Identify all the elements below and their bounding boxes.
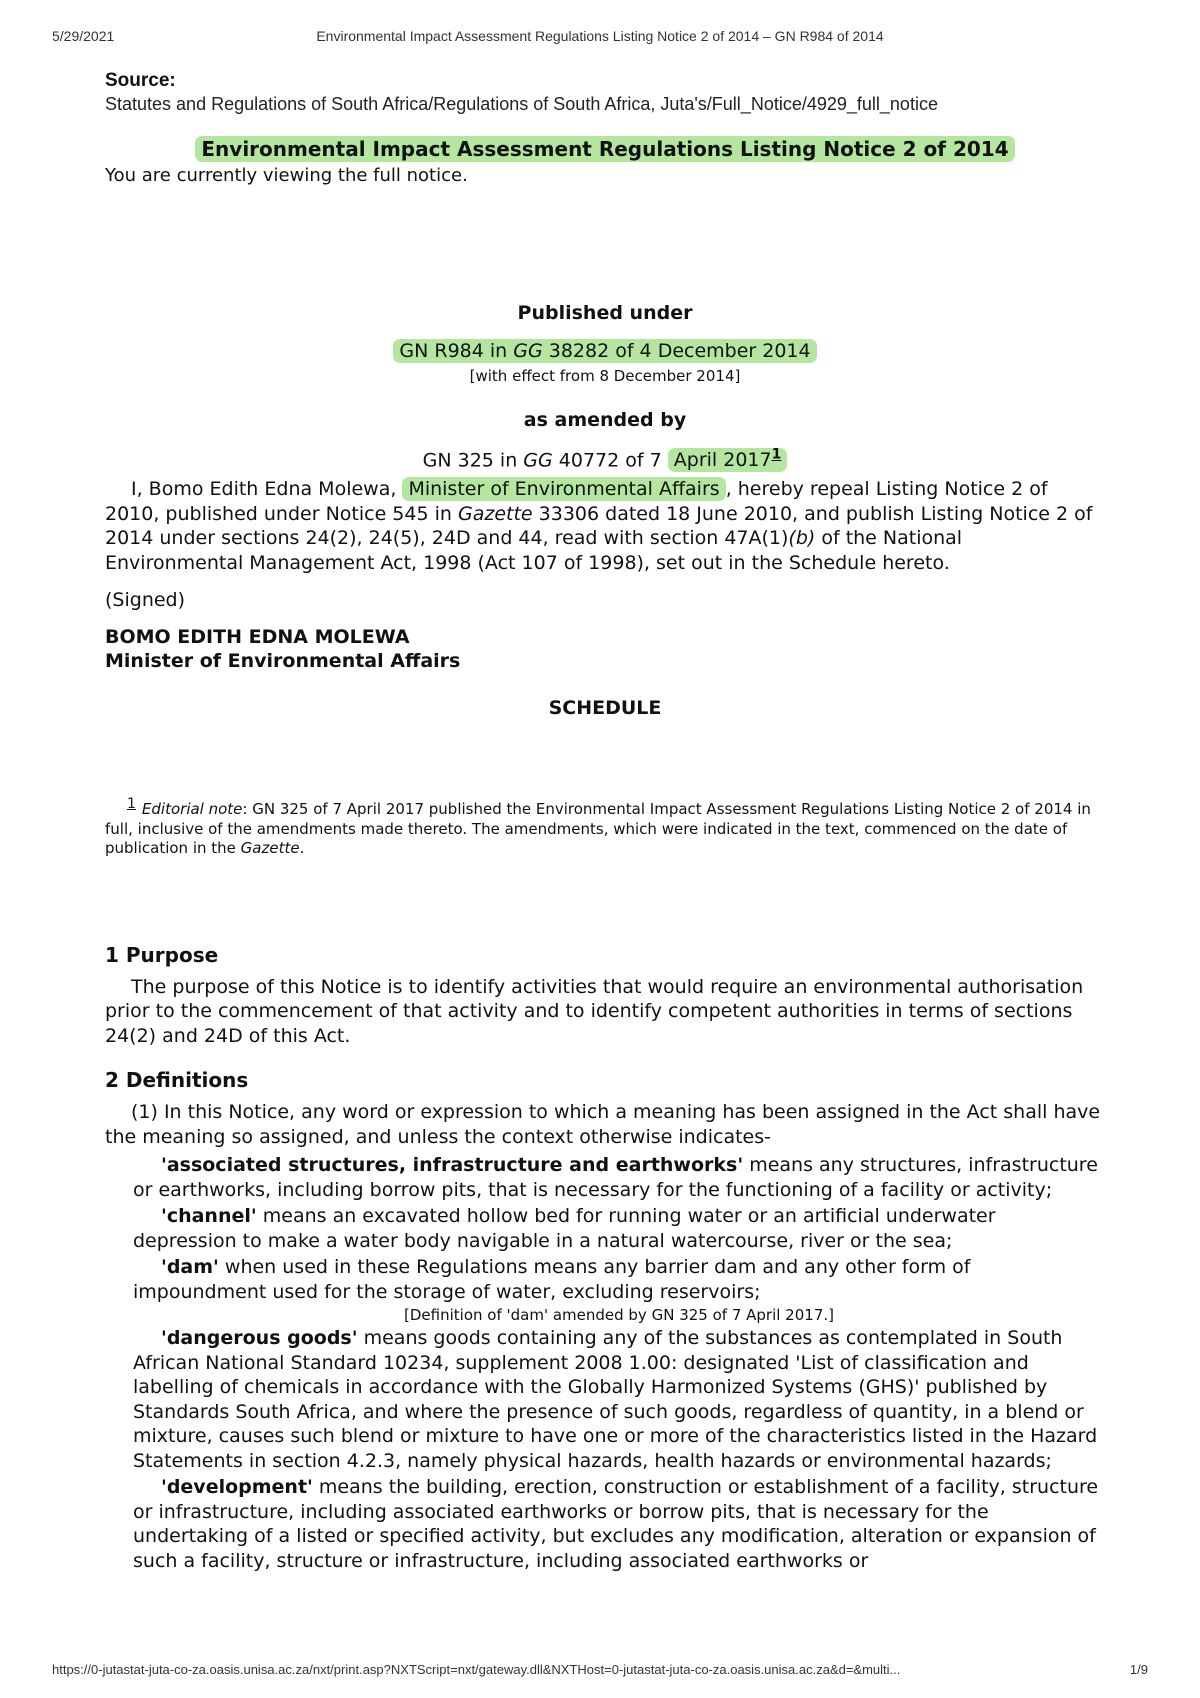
- amended-by-gn: [105, 447, 1105, 471]
- viewing-note: You are currently viewing the full notice.: [105, 165, 468, 186]
- definition-item: [133, 1153, 1105, 1202]
- footnote-label: Editorial note: [141, 800, 243, 819]
- intro-gazette: Gazette: [457, 502, 533, 525]
- definitions-list: [133, 1153, 1105, 1573]
- print-page-number: 1/9: [1129, 1662, 1148, 1677]
- gn-suffix: 38282 of 4 December 2014: [542, 340, 811, 362]
- amended-gg: GG: [523, 449, 553, 472]
- browser-print-footer: [0, 1662, 1200, 1682]
- gn-gg: GG: [513, 340, 543, 362]
- signer-name: BOMO EDITH EDNA MOLEWA: [105, 626, 410, 649]
- footnote-text1: : GN 325 of 7 April 2017 published the Environmental Impact Assessment Regulations Listing Notice 2 of 2014 in full, inclusive of the amendments made thereto. The amendments, which were indicated in the text, commenced on the date of publication in the: [105, 800, 1091, 858]
- notice-title-text: Environmental Impact Assessment Regulations Listing Notice 2 of 2014: [195, 136, 1014, 162]
- schedule-heading: SCHEDULE: [548, 697, 662, 720]
- signer-block: [105, 625, 1105, 673]
- intro-paragraph: [105, 477, 1105, 575]
- definition-item: [133, 1204, 1105, 1253]
- definition-text: means any structures, infrastructure or earthworks, including borrow pits, that is necessary for the functioning of a facility or activity;: [133, 1154, 1098, 1201]
- definition-text: means an excavated hollow bed for running water or an artificial underwater depression to make a water body navigable in a natural watercourse, river or the sea;: [133, 1205, 996, 1252]
- source-path: Statutes and Regulations of South Africa/Regulations of South Africa, Juta's/Full_Notice/4929_full_notice: [105, 94, 938, 114]
- definition-item: [133, 1475, 1105, 1573]
- footnote-mark[interactable]: 1: [127, 796, 136, 813]
- intro-part1: I, Bomo Edith Edna Molewa,: [131, 478, 403, 501]
- editorial-footnote: [105, 795, 1105, 859]
- definition-term: 'associated structures, infrastructure and earthworks': [161, 1154, 744, 1177]
- intro-italic-b: (b): [788, 527, 816, 550]
- definition-item: [133, 1326, 1105, 1473]
- definition-text: when used in these Regulations means any barrier dam and any other form of impoundment used for the storage of water, excluding reservoirs;: [133, 1256, 971, 1303]
- dam-amendment-note: [Definition of 'dam' amended by GN 325 of 7 April 2017.]: [404, 1306, 834, 1325]
- intro-part2: , hereby repeal Listing Notice 2 of 2010, published under Notice 545 in: [105, 478, 1048, 525]
- definition-text: means goods containing any of the substances as contemplated in South African National Standard 10234, supplement 2008 1.00: designated 'List of classification and labelling of chemicals in accordance with the Globally Harmonized Systems (GHS)' published by Standards South Africa, and where the presence of such goods, regardless of quantity, in a blend or mixture, causes such blend or mixture to have one or more of the characteristics listed in the Hazard Statements in section 4.2.3, namely physical hazards, health hazards or environmental hazards;: [133, 1327, 1098, 1472]
- signer-title: Minister of Environmental Affairs: [105, 650, 461, 673]
- amended-highlight: [668, 448, 788, 472]
- browser-print-header: [0, 28, 1200, 48]
- print-url: https://0-jutastat-juta-co-za.oasis.unisa.ac.za/nxt/print.asp?NXTScript=nxt/gateway.dll&NXTHost=0-jutastat-juta-co-za.oasis.unisa.ac.za&d=&multi...: [52, 1662, 901, 1677]
- definition-item: [133, 1255, 1105, 1304]
- definition-text: means the building, erection, construction or establishment of a facility, structure or infrastructure, including associated earthworks or borrow pits, that is necessary for the undertaking of a listed or specified activity, but excludes any modification, alteration or expansion of such a facility, structure or infrastructure, including associated earthworks or: [133, 1476, 1099, 1572]
- minister-highlight: Minister of Environmental Affairs: [402, 477, 725, 501]
- notice-title: [105, 137, 1105, 161]
- definitions-heading: 2 Definitions: [105, 1068, 249, 1093]
- signed-note: (Signed): [105, 589, 186, 612]
- purpose-heading: 1 Purpose: [105, 942, 219, 967]
- purpose-text: The purpose of this Notice is to identify activities that would require an environmental authorisation prior to the commencement of that activity and to identify competent authorities in terms of sections 24(2) and 24D of this Act.: [105, 975, 1084, 1047]
- print-page-title: Environmental Impact Assessment Regulations Listing Notice 2 of 2014 – GN R984 of 2014: [316, 28, 884, 44]
- intro-part3: 33306 dated 18 June 2010, and publish Listing Notice 2 of 2014 under sections 24(2), 24(5), 24D and 44, read with section 47A(1): [105, 502, 1093, 550]
- published-under-gn: [105, 340, 1105, 362]
- definition-term: 'dangerous goods': [161, 1327, 358, 1350]
- amended-date: April 2017: [673, 449, 772, 472]
- footnote-link[interactable]: 1: [771, 447, 782, 463]
- print-date: 5/29/2021: [52, 28, 115, 44]
- effect-date: [with effect from 8 December 2014]: [469, 367, 741, 385]
- gn-prefix: GN R984 in: [399, 340, 514, 362]
- published-under-label: Published under: [517, 302, 693, 324]
- amended-middle: 40772 of 7: [552, 449, 668, 472]
- source-label: Source:: [105, 70, 176, 91]
- definition-term: 'channel': [161, 1205, 257, 1228]
- amended-prefix: GN 325 in: [422, 449, 524, 472]
- document-body: [105, 68, 1105, 1573]
- definition-term: 'development': [161, 1476, 313, 1499]
- definitions-intro: (1) In this Notice, any word or expression to which a meaning has been assigned in the Act shall have the meaning so assigned, and unless the context otherwise indicates-: [105, 1101, 1101, 1148]
- footnote-gazette: Gazette: [240, 839, 300, 858]
- definition-term: 'dam': [161, 1256, 219, 1279]
- gn-highlight: [393, 339, 816, 363]
- amended-by-label: as amended by: [523, 409, 687, 431]
- intro-part4: of the National Environmental Management Act, 1998 (Act 107 of 1998), set out in the Schedule hereto.: [105, 527, 963, 574]
- footnote-text2: .: [299, 839, 305, 858]
